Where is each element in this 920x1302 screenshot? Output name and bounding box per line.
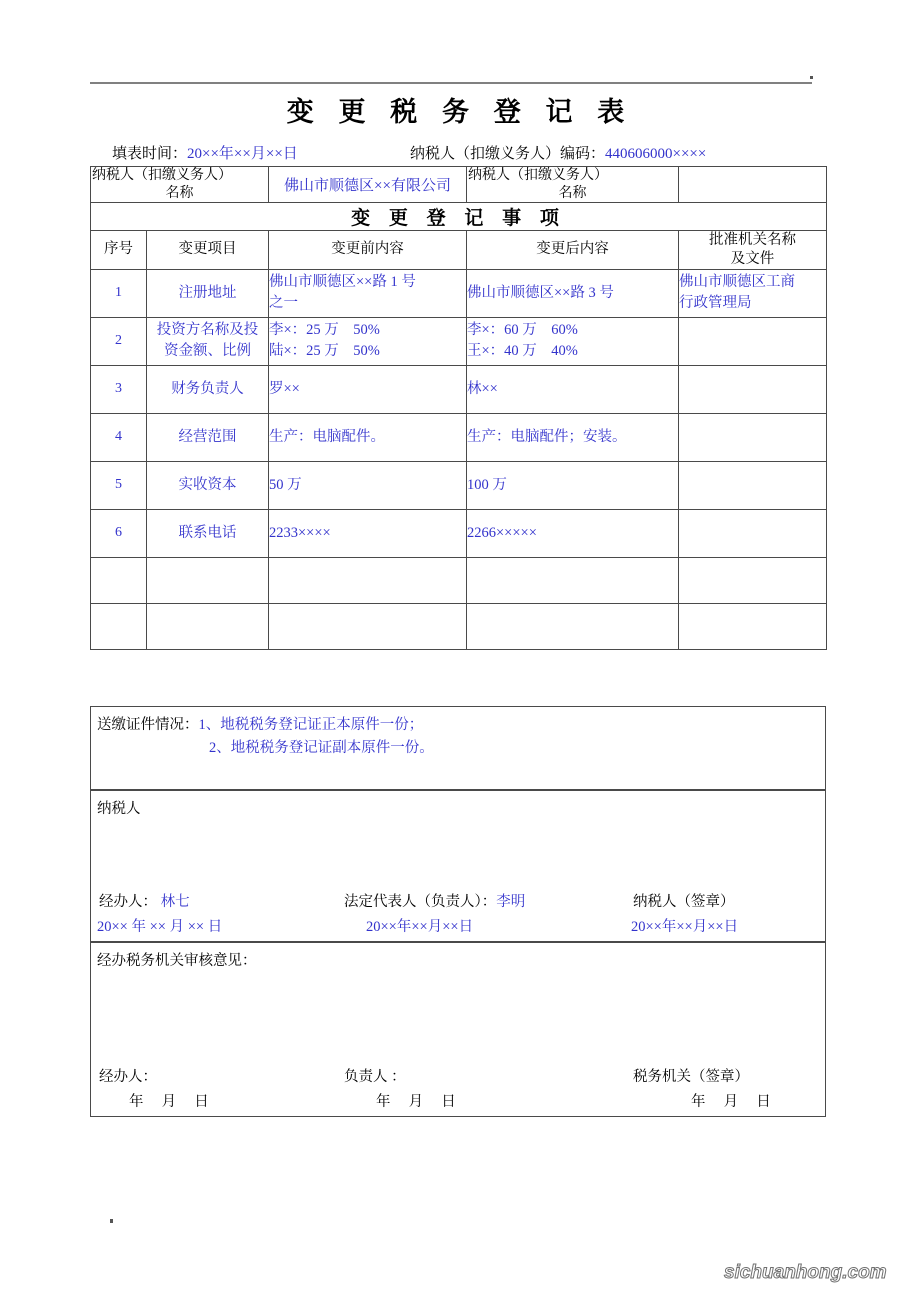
table-row <box>91 317 827 365</box>
table-header-row <box>91 231 827 270</box>
cell-after-line1: 生产：电脑配件；安装。 <box>467 428 627 445</box>
cell-before <box>269 269 467 317</box>
submitted-documents-block <box>90 706 826 790</box>
cell-item <box>147 603 269 649</box>
cell-after <box>467 509 679 557</box>
cell-organ-line2: 行政管理局 <box>679 295 752 312</box>
cell-index: 5 <box>91 461 147 509</box>
cell-index: 6 <box>91 509 147 557</box>
cell-before-line1: 罗×× <box>269 380 300 397</box>
taxpayer-block-title: 纳税人 <box>97 801 141 817</box>
cell-item-line1: 经营范围 <box>178 428 237 445</box>
cell-organ <box>679 365 827 413</box>
cell-item <box>147 509 269 557</box>
taxpayer-handler <box>99 890 190 911</box>
cell-after <box>467 317 679 365</box>
cell-item-line1: 财务负责人 <box>171 380 244 397</box>
cell-organ <box>679 269 827 317</box>
taxpayer-name-label-right <box>467 167 679 203</box>
taxpayer-seal-label: 纳税人（签章） <box>633 894 735 910</box>
table-row <box>91 269 827 317</box>
cell-after <box>467 461 679 509</box>
fill-date-label: 填表时间： <box>112 146 188 162</box>
fill-date <box>112 142 298 163</box>
cell-before-line1: 李×：25 万 50% <box>269 322 380 339</box>
cell-after <box>467 269 679 317</box>
cell-after-line2: 王×：40 万 40% <box>467 343 578 360</box>
cell-after <box>467 413 679 461</box>
taxpayer-code-value: 440606000×××× <box>605 146 707 162</box>
taxpayer-code <box>410 142 706 163</box>
cell-organ <box>679 557 827 603</box>
taxpayer-handler-label: 经办人： <box>99 894 157 910</box>
table-row <box>91 365 827 413</box>
cell-before <box>269 557 467 603</box>
cell-before-line1: 佛山市顺德区××路 1 号 <box>269 274 416 291</box>
taxpayer-date-b: 20××年××月××日 <box>366 919 474 935</box>
cell-item <box>147 461 269 509</box>
tax-authority-handler-label: 经办人： <box>99 1069 157 1085</box>
cell-index: 3 <box>91 365 147 413</box>
watermark: sichuanhong.com <box>724 1262 887 1283</box>
taxpayer-handler-value: 林七 <box>160 894 190 910</box>
cell-after-line1: 100 万 <box>467 476 507 493</box>
submitted-documents-item1: 1、地税税务登记证正本原件一份； <box>198 717 424 733</box>
header-organ-line1: 批准机关名称 <box>709 232 796 248</box>
cell-item-line2: 资金额、比例 <box>164 343 251 360</box>
cell-before <box>269 603 467 649</box>
cell-before-line1: 50 万 <box>269 476 302 493</box>
cell-item <box>147 269 269 317</box>
cell-index <box>91 557 147 603</box>
cell-before <box>269 365 467 413</box>
taxpayer-name-label-right-line1: 纳税人（扣缴义务人） <box>468 168 608 183</box>
cell-organ <box>679 317 827 365</box>
taxpayer-name-label-left-line1: 纳税人（扣缴义务人） <box>92 168 232 183</box>
section-banner-row <box>91 203 827 231</box>
legal-representative <box>344 890 525 911</box>
table-row <box>91 557 827 603</box>
table-row <box>91 509 827 557</box>
taxpayer-name-value-left: 佛山市顺德区××有限公司 <box>269 167 467 203</box>
cell-item <box>147 557 269 603</box>
tax-authority-date-a: 年 月 日 <box>129 1094 209 1110</box>
cell-before-line1: 2233×××× <box>269 524 331 541</box>
submitted-documents-label: 送缴证件情况： <box>97 717 199 733</box>
cell-organ <box>679 413 827 461</box>
cell-before <box>269 461 467 509</box>
taxpayer-date-a: 20×× 年 ×× 月 ×× 日 <box>97 919 223 935</box>
taxpayer-name-label-left <box>91 167 269 203</box>
table-row <box>91 413 827 461</box>
tax-authority-date-c: 年 月 日 <box>691 1094 771 1110</box>
cell-index: 2 <box>91 317 147 365</box>
cell-index <box>91 603 147 649</box>
corner-mark-bottom-left <box>110 1219 113 1223</box>
cell-item <box>147 413 269 461</box>
cell-organ <box>679 461 827 509</box>
cell-before-line2: 之一 <box>269 295 298 312</box>
cell-item-line1: 实收资本 <box>178 476 237 493</box>
cell-after <box>467 365 679 413</box>
header-index: 序号 <box>91 231 147 270</box>
cell-item-line1: 投资方名称及投 <box>156 322 259 339</box>
legal-representative-value: 李明 <box>496 894 526 910</box>
cell-before-line1: 生产：电脑配件。 <box>269 428 385 445</box>
cell-after-line1: 李×：60 万 60% <box>467 322 578 339</box>
tax-authority-seal-label: 税务机关（签章） <box>633 1069 749 1085</box>
tax-authority-date-b: 年 月 日 <box>376 1094 456 1110</box>
header-before: 变更前内容 <box>269 231 467 270</box>
taxpayer-name-label-left-line2: 名称 <box>165 185 194 201</box>
legal-representative-label: 法定代表人（负责人）： <box>344 894 497 910</box>
cell-index: 1 <box>91 269 147 317</box>
tax-authority-chief-label: 负责人 ： <box>344 1069 406 1085</box>
cell-before-line2: 陆×：25 万 50% <box>269 343 380 360</box>
cell-organ <box>679 603 827 649</box>
cell-after-line1: 佛山市顺德区××路 3 号 <box>467 284 614 301</box>
cell-before <box>269 317 467 365</box>
taxpayer-name-value-right <box>679 167 827 203</box>
corner-mark-top-right <box>810 76 813 79</box>
taxpayer-date-c: 20××年××月××日 <box>631 919 739 935</box>
submitted-documents-item2: 2、地税税务登记证副本原件一份。 <box>209 740 434 756</box>
cell-after <box>467 603 679 649</box>
cell-organ <box>679 509 827 557</box>
tax-authority-block <box>90 942 826 1117</box>
tax-authority-title: 经办税务机关审核意见： <box>97 953 257 969</box>
section-banner: 变 更 登 记 事 项 <box>91 203 827 231</box>
cell-after-line1: 林×× <box>467 380 498 397</box>
taxpayer-code-label: 纳税人（扣缴义务人）编码： <box>410 146 606 162</box>
taxpayer-name-row <box>91 167 827 203</box>
cell-before <box>269 413 467 461</box>
cell-index: 4 <box>91 413 147 461</box>
cell-before <box>269 509 467 557</box>
taxpayer-signature-block <box>90 790 826 942</box>
header-rule <box>90 82 812 84</box>
cell-item <box>147 365 269 413</box>
header-after: 变更后内容 <box>467 231 679 270</box>
change-registration-table <box>90 166 827 650</box>
header-organ <box>679 231 827 270</box>
header-item: 变更项目 <box>147 231 269 270</box>
taxpayer-name-label-right-line2: 名称 <box>558 185 587 201</box>
cell-after <box>467 557 679 603</box>
page-title: 变 更 税 务 登 记 表 <box>286 97 634 127</box>
cell-organ-line1: 佛山市顺德区工商 <box>679 274 795 291</box>
submitted-documents-line1 <box>97 713 423 734</box>
cell-item-line1: 注册地址 <box>178 284 237 301</box>
fill-date-value: 20××年××月××日 <box>187 146 298 162</box>
table-row <box>91 603 827 649</box>
header-organ-line2: 及文件 <box>730 250 775 267</box>
cell-item-line1: 联系电话 <box>178 524 237 541</box>
cell-item <box>147 317 269 365</box>
cell-after-line1: 2266××××× <box>467 524 537 541</box>
table-row <box>91 461 827 509</box>
